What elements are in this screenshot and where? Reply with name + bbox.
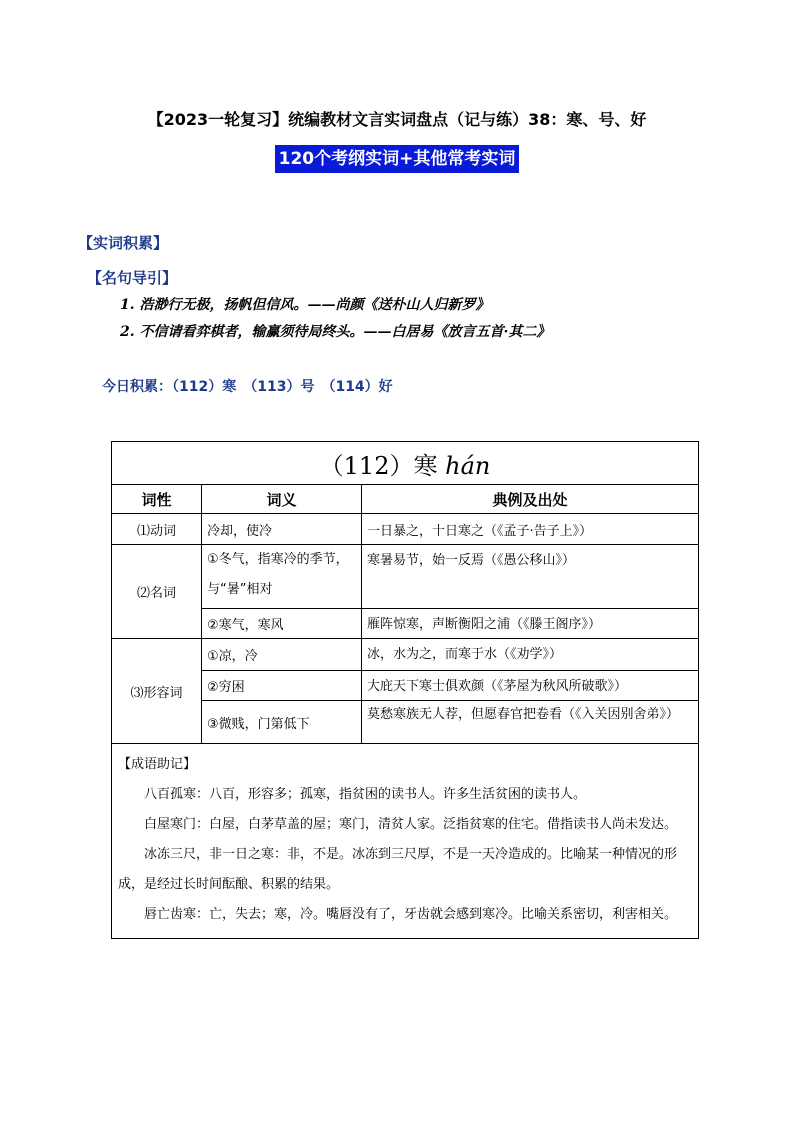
idiom-item: 冰冻三尺，非一日之寒：非，不是。冰冻到三尺厚，不是一天冷造成的。比喻某一种情况的形成，是经过长时间酝酿、积累的结果。 — [118, 847, 678, 892]
word-table — [111, 441, 699, 939]
meaning-cell: ②寒气，寒风 — [202, 609, 362, 639]
meaning-cell: ②穷困 — [202, 671, 362, 701]
example-cell: 寒暑易节，始一反焉（《愚公移山》） — [362, 545, 699, 609]
example-cell: 雁阵惊寒，声断衡阳之浦（《滕王阁序》） — [362, 609, 699, 639]
pos-cell: ⑶形容词 — [112, 639, 202, 744]
idiom-item: 八百孤寒：八百，形容多；孤寒，指贫困的读书人。许多生活贫困的读书人。 — [144, 787, 587, 802]
page-title: 【2023一轮复习】统编教材文言实词盘点（记与练）38：寒、号、好 — [147, 110, 647, 129]
col-header-example: 典例及出处 — [362, 485, 699, 514]
idiom-section — [112, 744, 699, 939]
quote-2: 2. 不信请看弈棋者，输赢须待局终头。——白居易《放言五首·其二》 — [120, 324, 551, 340]
page-subtitle-banner: 120个考纲实词+其他常考实词 — [275, 145, 520, 173]
col-header-pos: 词性 — [112, 485, 202, 514]
meaning-cell: ①冬气，指寒冷的季节，与“暑”相对 — [202, 545, 362, 609]
today-accumulation: 今日积累：（112）寒 （113）号 （114）好 — [102, 379, 393, 395]
heading-pinyin: hán — [445, 451, 491, 480]
example-cell: 大庇天下寒士俱欢颜（《茅屋为秋风所破歌》） — [362, 671, 699, 701]
quotes-title: 【名句导引】 — [87, 269, 178, 287]
meaning-cell: 冷却，使冷 — [202, 514, 362, 545]
section-title: 【实词积累】 — [78, 234, 169, 252]
col-header-meaning: 词义 — [202, 485, 362, 514]
idiom-label: 【成语助记】 — [118, 757, 197, 772]
meaning-cell: ③微贱，门第低下 — [202, 701, 362, 744]
idiom-item: 白屋寒门：白屋，白茅草盖的屋；寒门，清贫人家。泛指贫寒的住宅。借指读书人尚未发达。 — [144, 817, 678, 832]
example-cell: 一日暴之，十日寒之（《孟子·告子上》） — [362, 514, 699, 545]
example-cell: 冰，水为之，而寒于水（《劝学》） — [362, 639, 699, 671]
example-cell: 莫愁寒族无人荐，但愿春官把卷看（《入关因别舍弟》） — [362, 701, 699, 744]
quote-1: 1. 浩渺行无极，扬帆但信风。——尚颜《送朴山人归新罗》 — [120, 297, 490, 313]
meaning-cell: ①凉，冷 — [202, 639, 362, 671]
idiom-item: 唇亡齿寒：亡，失去；寒，冷。嘴唇没有了，牙齿就会感到寒冷。比喻关系密切，利害相关。 — [144, 907, 678, 922]
pos-cell: ⑴动词 — [112, 514, 202, 545]
heading-char: （112）寒 — [319, 451, 438, 480]
table-heading — [112, 442, 699, 485]
pos-cell: ⑵名词 — [112, 545, 202, 639]
